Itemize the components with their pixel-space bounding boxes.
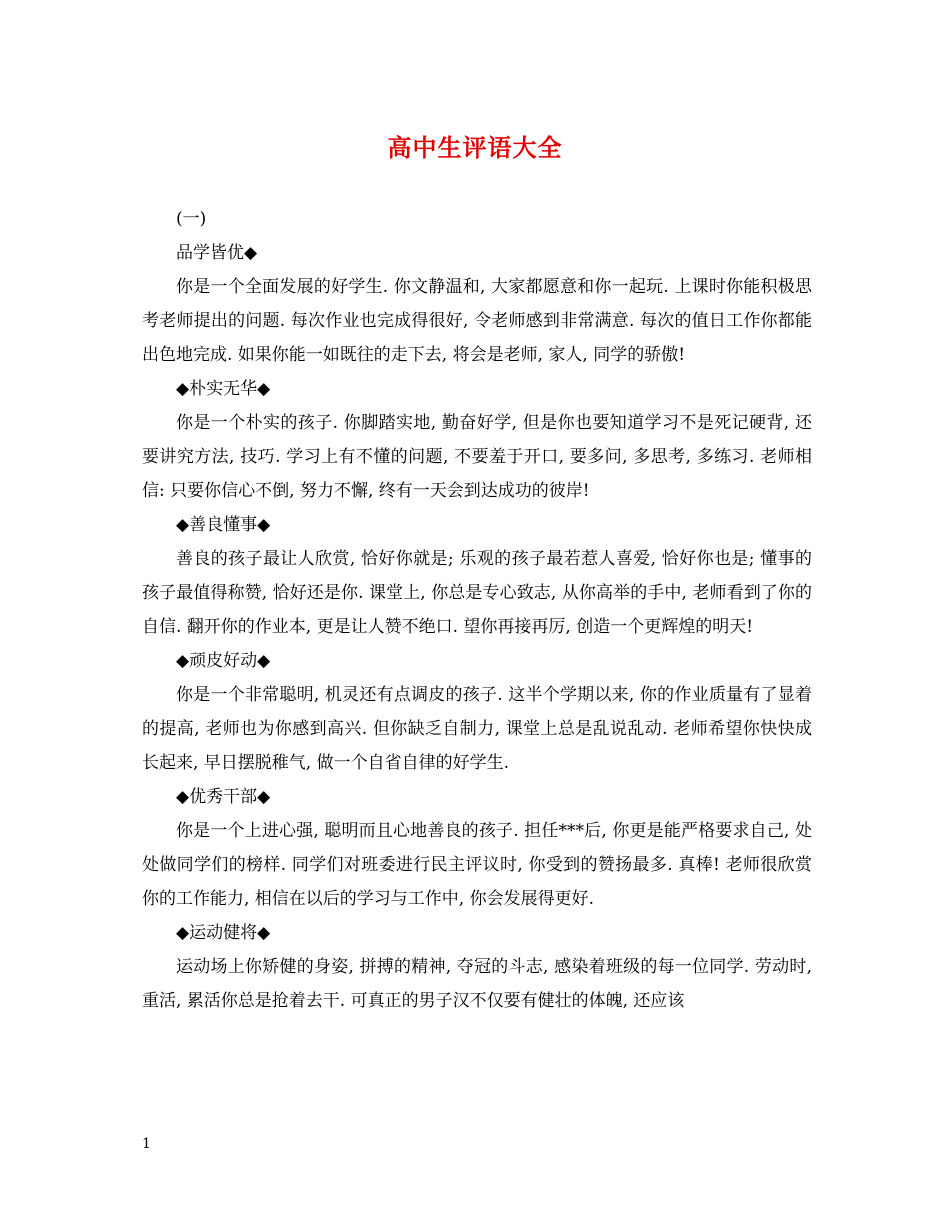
comment-paragraph: 你是一个朴实的孩子. 你脚踏实地, 勤奋好学, 但是你也要知道学习不是死记硬背, 还要讲究方法, 技巧. 学习上有不懂的问题, 不要羞于开口, 要多问, 多思考, 多练习. 老师相信: 只要你信心不倒, 努力不懈, 终有一天会到达成功的彼岸! xyxy=(142,413,812,501)
comment-paragraph: 你是一个非常聪明, 机灵还有点调皮的孩子. 这半个学期以来, 你的作业质量有了显着的提高, 老师也为你感到高兴. 但你缺乏自制力, 课堂上总是乱说乱动. 老师希望你快快成长起来, 早日摆脱稚气, 做一个自省自律的好学生. xyxy=(142,685,812,773)
section-heading: ◆善良懂事◆ xyxy=(176,515,271,535)
comment-paragraph: 你是一个全面发展的好学生. 你文静温和, 大家都愿意和你一起玩. 上课时你能积极思考老师提出的问题. 每次作业也完成得很好, 令老师感到非常满意. 每次的值日工作你都能出色地完成. 如果你能一如既往的走下去, 将会是老师, 家人, 同学的骄傲! xyxy=(142,277,812,365)
section-heading: ◆顽皮好动◆ xyxy=(176,651,271,671)
comment-paragraph: 运动场上你矫健的身姿, 拼搏的精神, 夺冠的斗志, 感染着班级的每一位同学. 劳动时, 重活, 累活你总是抢着去干. 可真正的男子汉不仅要有健壮的体魄, 还应该 xyxy=(142,957,812,1011)
document-body xyxy=(142,202,812,1018)
comment-paragraph: 善良的孩子最让人欣赏, 恰好你就是; 乐观的孩子最若惹人喜爱, 恰好你也是; 懂事的孩子最值得称赞, 恰好还是你. 课堂上, 你总是专心致志, 从你高举的手中, 老师看到了你的自信. 翻开你的作业本, 更是让人赞不绝口. 望你再接再厉, 创造一个更辉煌的明天! xyxy=(142,549,812,637)
section-number: (一) xyxy=(176,209,207,229)
section-heading: ◆优秀干部◆ xyxy=(176,787,271,807)
section-heading: ◆运动健将◆ xyxy=(176,923,271,943)
section-heading: 品学皆优◆ xyxy=(176,243,258,263)
document-title: 高中生评语大全 xyxy=(387,133,563,162)
comment-paragraph: 你是一个上进心强, 聪明而且心地善良的孩子. 担任***后, 你更是能严格要求自己, 处处做同学们的榜样. 同学们对班委进行民主评议时, 你受到的赞扬最多. 真棒! 老师很欣赏你的工作能力, 相信在以后的学习与工作中, 你会发展得更好. xyxy=(142,821,812,909)
section-heading: ◆朴实无华◆ xyxy=(176,379,271,399)
page-number: 1 xyxy=(142,1136,151,1152)
